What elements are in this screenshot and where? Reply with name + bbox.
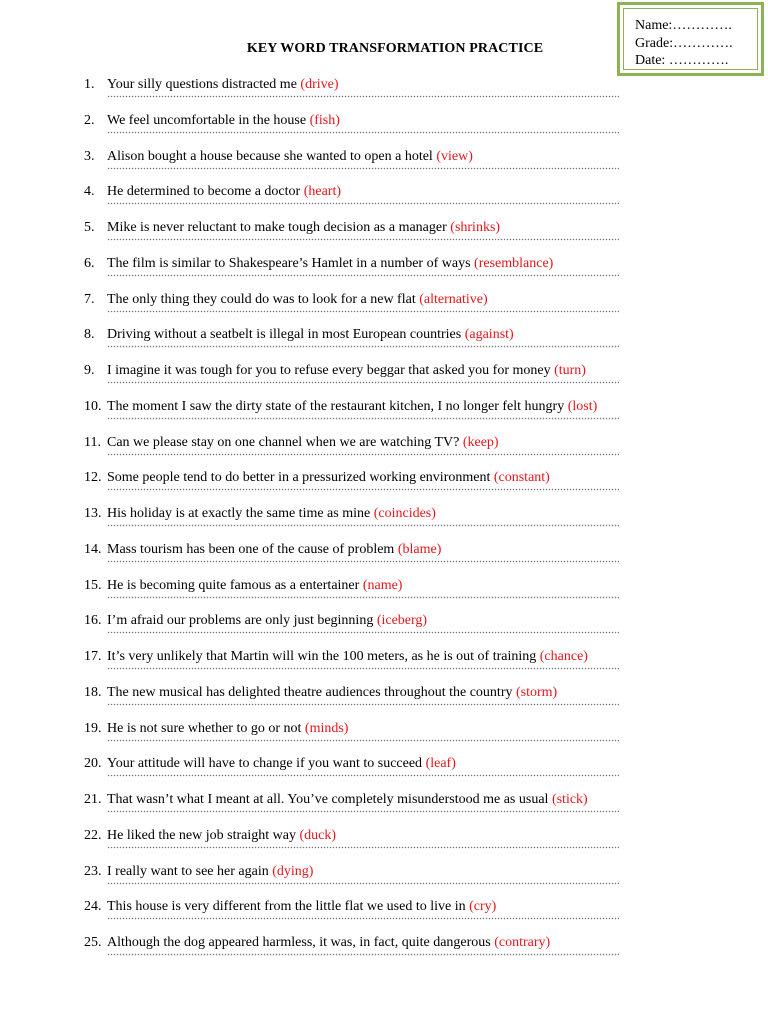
answer-dotted-line[interactable] bbox=[107, 274, 619, 277]
exercise-sentence: This house is very different from the little flat we used to live in bbox=[107, 899, 470, 915]
exercise-item bbox=[84, 576, 644, 612]
exercise-sentence: I really want to see her again bbox=[107, 863, 273, 879]
exercise-sentence-line bbox=[84, 683, 557, 703]
exercise-item bbox=[84, 897, 644, 933]
answer-dotted-line[interactable] bbox=[107, 596, 619, 599]
exercise-number: 25. bbox=[84, 935, 102, 950]
exercise-sentence: It’s very unlikely that Martin will win the 100 meters, as he is out of training bbox=[107, 649, 540, 664]
exercise-keyword: (contrary) bbox=[494, 935, 551, 950]
exercise-number: 1. bbox=[84, 77, 95, 92]
exercise-sentence: I imagine it was tough for you to refuse every beggar that asked you for money bbox=[107, 363, 555, 378]
exercise-sentence-line bbox=[84, 647, 588, 667]
exercise-sentence-line bbox=[84, 433, 499, 453]
exercise-item bbox=[84, 647, 644, 683]
exercise-item bbox=[84, 147, 644, 183]
exercise-number: 23. bbox=[84, 863, 102, 879]
exercise-sentence-line bbox=[84, 397, 597, 417]
exercise-keyword: (lost) bbox=[567, 398, 598, 414]
exercise-number: 21. bbox=[84, 792, 102, 807]
answer-dotted-line[interactable] bbox=[107, 238, 619, 241]
exercise-number: 14. bbox=[84, 541, 102, 557]
answer-dotted-line[interactable] bbox=[107, 381, 619, 384]
page-title: KEY WORD TRANSFORMATION PRACTICE bbox=[246, 41, 544, 56]
exercise-item bbox=[84, 433, 644, 469]
exercise-keyword: (iceberg) bbox=[376, 613, 428, 629]
exercise-sentence: I’m afraid our problems are only just beginning bbox=[107, 613, 377, 629]
exercise-sentence-line bbox=[84, 468, 550, 488]
exercise-number: 22. bbox=[84, 827, 102, 843]
exercise-sentence-line bbox=[84, 576, 402, 596]
exercise-keyword: (cry) bbox=[469, 899, 497, 915]
exercise-keyword: (resemblance) bbox=[474, 255, 554, 271]
exercise-item bbox=[84, 468, 644, 504]
exercise-sentence: The only thing they could do was to look for a new flat bbox=[107, 291, 420, 307]
exercise-keyword: (leaf) bbox=[425, 756, 456, 772]
exercise-keyword: (turn) bbox=[554, 363, 586, 378]
exercise-sentence-line bbox=[84, 147, 473, 167]
exercise-sentence-line bbox=[84, 218, 500, 238]
exercise-sentence-line bbox=[84, 290, 488, 310]
answer-dotted-line[interactable] bbox=[107, 345, 619, 348]
exercise-keyword: (shrinks) bbox=[450, 220, 501, 235]
answer-dotted-line[interactable] bbox=[107, 739, 619, 742]
answer-dotted-line[interactable] bbox=[107, 524, 619, 527]
exercise-sentence: Alison bought a house because she wanted to open a hotel bbox=[107, 148, 437, 164]
exercise-item bbox=[84, 361, 644, 397]
exercise-keyword: (stick) bbox=[551, 792, 588, 807]
exercise-sentence-line bbox=[84, 361, 586, 381]
exercise-number: 7. bbox=[84, 291, 95, 307]
name-field: Name:…………. bbox=[635, 18, 732, 33]
exercise-sentence-line bbox=[84, 897, 496, 917]
exercise-keyword: (storm) bbox=[515, 684, 558, 700]
exercise-keyword: (name) bbox=[362, 577, 403, 593]
exercise-number: 5. bbox=[84, 220, 95, 235]
answer-dotted-line[interactable] bbox=[107, 917, 619, 920]
exercise-keyword: (heart) bbox=[303, 184, 342, 200]
exercise-number: 24. bbox=[84, 899, 102, 915]
exercise-number: 11. bbox=[84, 434, 101, 450]
exercise-sentence: He is not sure whether to go or not bbox=[107, 720, 305, 736]
exercise-sentence: That wasn’t what I meant at all. You’ve completely misunderstood me as usual bbox=[107, 792, 552, 807]
exercise-number: 16. bbox=[84, 613, 102, 629]
exercise-item bbox=[84, 790, 644, 826]
exercise-item bbox=[84, 325, 644, 361]
exercise-sentence-line bbox=[84, 254, 553, 274]
exercise-sentence-line bbox=[84, 611, 427, 631]
answer-dotted-line[interactable] bbox=[107, 560, 619, 563]
exercise-keyword: (blame) bbox=[397, 541, 442, 557]
exercise-sentence: The moment I saw the dirty state of the restaurant kitchen, I no longer felt hungry bbox=[107, 398, 568, 414]
exercise-sentence: Can we please stay on one channel when we are watching TV? bbox=[107, 434, 463, 450]
exercise-sentence: Mike is never reluctant to make tough decision as a manager bbox=[107, 220, 451, 235]
exercise-item bbox=[84, 290, 644, 326]
answer-dotted-line[interactable] bbox=[107, 167, 619, 170]
exercise-sentence: The film is similar to Shakespeare’s Hamlet in a number of ways bbox=[107, 255, 475, 271]
exercise-number: 18. bbox=[84, 684, 102, 700]
answer-dotted-line[interactable] bbox=[107, 667, 619, 670]
exercise-sentence: Your silly questions distracted me bbox=[107, 77, 301, 92]
exercise-keyword: (keep) bbox=[462, 434, 499, 450]
exercise-sentence-line bbox=[84, 754, 456, 774]
exercise-number: 6. bbox=[84, 255, 95, 271]
exercise-keyword: (fish) bbox=[309, 112, 340, 128]
exercise-sentence-line bbox=[84, 182, 341, 202]
exercise-number: 19. bbox=[84, 720, 102, 736]
exercise-sentence: Mass tourism has been one of the cause of problem bbox=[107, 541, 398, 557]
exercise-item bbox=[84, 75, 644, 111]
answer-dotted-line[interactable] bbox=[107, 417, 619, 420]
exercise-item bbox=[84, 754, 644, 790]
answer-dotted-line[interactable] bbox=[107, 202, 619, 205]
exercise-number: 15. bbox=[84, 577, 102, 593]
answer-dotted-line[interactable] bbox=[107, 631, 619, 634]
student-info-box-inner bbox=[623, 8, 758, 70]
exercise-sentence-line bbox=[84, 790, 588, 810]
exercise-sentence: His holiday is at exactly the same time as mine bbox=[107, 506, 374, 521]
answer-dotted-line[interactable] bbox=[107, 774, 619, 777]
exercise-keyword: (minds) bbox=[304, 720, 349, 736]
exercise-item bbox=[84, 111, 644, 147]
exercise-item bbox=[84, 540, 644, 576]
exercise-number: 20. bbox=[84, 756, 102, 772]
grade-field: Grade:…………. bbox=[635, 35, 733, 51]
exercise-sentence-line bbox=[84, 862, 313, 882]
answer-dotted-line[interactable] bbox=[107, 488, 619, 491]
exercise-sentence-line bbox=[84, 826, 336, 846]
exercise-sentence: Driving without a seatbelt is illegal in most European countries bbox=[107, 327, 465, 343]
exercise-keyword: (chance) bbox=[539, 649, 588, 664]
exercise-sentence-line bbox=[84, 75, 339, 95]
exercise-sentence-line bbox=[84, 719, 348, 739]
exercise-item bbox=[84, 218, 644, 254]
exercise-sentence: Your attitude will have to change if you want to succeed bbox=[107, 756, 426, 772]
exercise-number: 12. bbox=[84, 470, 102, 486]
exercise-number: 4. bbox=[84, 184, 95, 200]
exercise-keyword: (dying) bbox=[272, 863, 314, 879]
student-info-box bbox=[617, 2, 764, 76]
exercise-keyword: (duck) bbox=[299, 827, 336, 843]
exercise-item bbox=[84, 397, 644, 433]
exercise-keyword: (drive) bbox=[300, 77, 339, 92]
exercise-sentence: He determined to become a doctor bbox=[107, 184, 304, 200]
exercise-keyword: (view) bbox=[436, 148, 473, 164]
exercise-item bbox=[84, 933, 644, 969]
exercise-list bbox=[84, 75, 644, 969]
exercise-number: 8. bbox=[84, 327, 95, 343]
answer-dotted-line[interactable] bbox=[107, 95, 619, 98]
exercise-number: 13. bbox=[84, 506, 102, 521]
exercise-item bbox=[84, 254, 644, 290]
exercise-number: 2. bbox=[84, 112, 95, 128]
answer-dotted-line[interactable] bbox=[107, 810, 619, 813]
exercise-item bbox=[84, 719, 644, 755]
exercise-item bbox=[84, 182, 644, 218]
exercise-item bbox=[84, 504, 644, 540]
exercise-keyword: (against) bbox=[464, 327, 514, 343]
exercise-sentence: Although the dog appeared harmless, it was, in fact, quite dangerous bbox=[107, 935, 495, 950]
answer-dotted-line[interactable] bbox=[107, 131, 619, 134]
answer-dotted-line[interactable] bbox=[107, 453, 619, 456]
exercise-number: 10. bbox=[84, 398, 102, 414]
exercise-item bbox=[84, 826, 644, 862]
exercise-sentence: We feel uncomfortable in the house bbox=[107, 112, 310, 128]
date-field: Date: …………. bbox=[635, 53, 729, 68]
answer-dotted-line[interactable] bbox=[107, 846, 619, 849]
answer-dotted-line[interactable] bbox=[107, 310, 619, 313]
exercise-sentence: He is becoming quite famous as a entertainer bbox=[107, 577, 363, 593]
exercise-sentence: The new musical has delighted theatre audiences throughout the country bbox=[107, 684, 516, 700]
exercise-keyword: (constant) bbox=[493, 470, 550, 486]
exercise-sentence-line bbox=[84, 540, 441, 560]
exercise-number: 17. bbox=[84, 649, 102, 664]
exercise-sentence-line bbox=[84, 325, 514, 345]
exercise-keyword: (coincides) bbox=[373, 506, 436, 521]
exercise-sentence: He liked the new job straight way bbox=[107, 827, 300, 843]
exercise-sentence-line bbox=[84, 111, 340, 131]
exercise-item bbox=[84, 611, 644, 647]
exercise-keyword: (alternative) bbox=[419, 291, 488, 307]
exercise-sentence: Some people tend to do better in a pressurized working environment bbox=[107, 470, 494, 486]
answer-dotted-line[interactable] bbox=[107, 703, 619, 706]
answer-dotted-line[interactable] bbox=[107, 953, 619, 956]
exercise-item bbox=[84, 683, 644, 719]
exercise-number: 9. bbox=[84, 363, 95, 378]
exercise-item bbox=[84, 862, 644, 898]
answer-dotted-line[interactable] bbox=[107, 882, 619, 885]
exercise-sentence-line bbox=[84, 504, 436, 524]
exercise-number: 3. bbox=[84, 148, 95, 164]
exercise-sentence-line bbox=[84, 933, 550, 953]
